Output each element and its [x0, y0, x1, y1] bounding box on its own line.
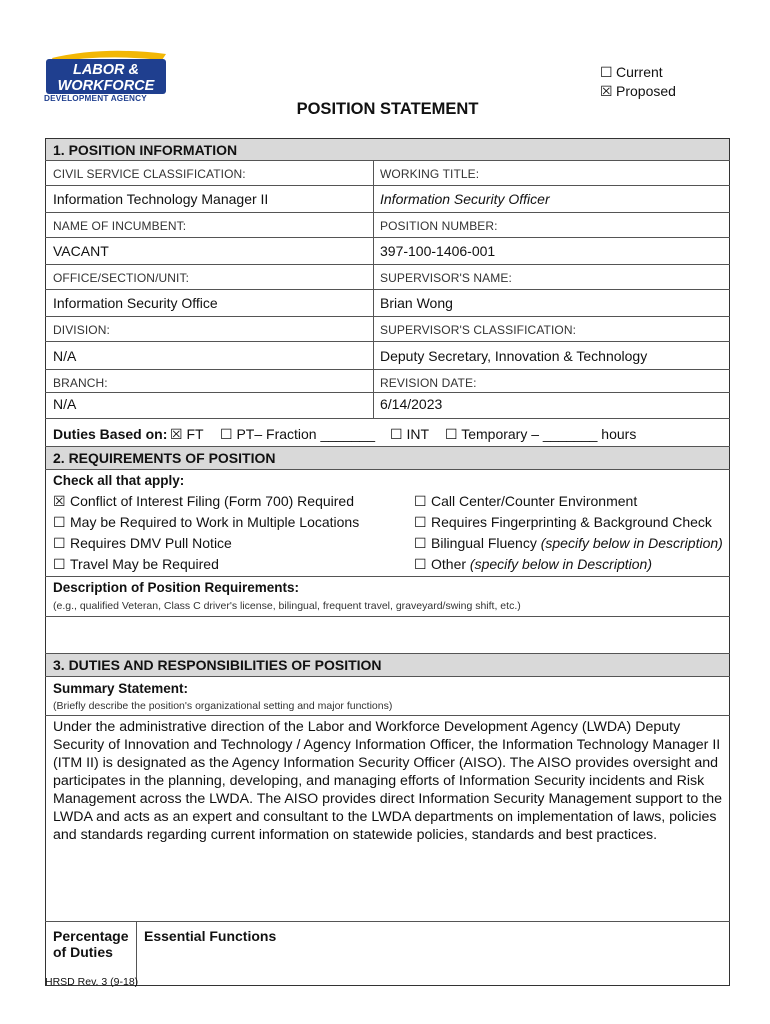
- summary-heading: Summary Statement:: [53, 681, 189, 696]
- incumbent-field[interactable]: VACANT: [53, 243, 109, 259]
- position-number-label: POSITION NUMBER:: [380, 219, 498, 233]
- working-title-label: WORKING TITLE:: [380, 167, 480, 181]
- summary-hint: (Briefly describe the position's organizational setting and major functions): [53, 700, 393, 712]
- requirement-checkbox-dmv[interactable]: ☐ Requires DMV Pull Notice: [53, 535, 232, 551]
- office-field[interactable]: Information Security Office: [53, 295, 218, 311]
- requirement-checkbox-other[interactable]: ☐ Other (specify below in Description): [414, 556, 652, 572]
- proposed-checkbox[interactable]: ☒ Proposed: [600, 83, 676, 99]
- ft-checkbox[interactable]: ☒ FT: [170, 426, 204, 442]
- section2-heading: 2. REQUIREMENTS OF POSITION: [46, 447, 729, 469]
- form-revision-footer: HRSD Rev. 3 (9-18): [45, 976, 139, 988]
- essential-functions-label: Essential Functions: [144, 928, 277, 944]
- proposed-label: Proposed: [616, 83, 676, 99]
- incumbent-label: NAME OF INCUMBENT:: [53, 219, 187, 233]
- requirement-checkbox-conflict-of-interest[interactable]: ☒ Conflict of Interest Filing (Form 700) Required: [53, 493, 354, 509]
- division-field[interactable]: N/A: [53, 348, 77, 364]
- working-title-field[interactable]: Information Security Officer: [380, 191, 550, 207]
- logo-line2: WORKFORCE: [57, 78, 155, 94]
- description-heading: Description of Position Requirements:: [53, 580, 300, 595]
- current-label: Current: [616, 64, 663, 80]
- section1-heading: 1. POSITION INFORMATION: [46, 139, 729, 161]
- description-field[interactable]: [46, 617, 729, 653]
- document-title: POSITION STATEMENT: [296, 100, 479, 118]
- int-checkbox[interactable]: ☐ INT: [390, 426, 430, 442]
- summary-text-field[interactable]: Under the administrative direction of the Labor and Workforce Development Agency (LWDA) Deputy Security of Innovation and Technology / Agency Information Officer, the Information Technology Manager II (ITM II) is designated as the Agency Information Security Officer (AISO). The AISO provides oversight and participates in the planning, developing, and managing efforts of Information Security incidents and Risk Management across the LWDA. The AISO provides direct Information Security Management support to the LWDA and acts as an expert and consultant to the LWDA departments on implementation of laws, policies and standards regarding current information on statewide policies, standards and best practices.: [53, 719, 722, 843]
- supervisor-name-label: SUPERVISOR'S NAME:: [380, 271, 512, 285]
- branch-field[interactable]: N/A: [53, 396, 77, 412]
- branch-label: BRANCH:: [53, 376, 108, 390]
- requirement-checkbox-bilingual[interactable]: ☐ Bilingual Fluency (specify below in Description): [414, 535, 723, 551]
- requirement-checkbox-fingerprinting[interactable]: ☐ Requires Fingerprinting & Background Check: [414, 514, 712, 530]
- supervisor-class-label: SUPERVISOR'S CLASSIFICATION:: [380, 323, 577, 337]
- current-checkbox[interactable]: ☐ Current: [600, 64, 663, 80]
- description-hint: (e.g., qualified Veteran, Class C driver's license, bilingual, frequent travel, graveyard/swing shift, etc.): [53, 600, 521, 612]
- supervisor-name-field[interactable]: Brian Wong: [380, 295, 453, 311]
- percentage-label-line1: Percentage: [53, 928, 129, 944]
- logo-tagline: DEVELOPMENT AGENCY: [44, 94, 147, 103]
- division-label: DIVISION:: [53, 323, 110, 337]
- temporary-checkbox[interactable]: ☐ Temporary – _______ hours: [445, 426, 637, 442]
- pt-checkbox[interactable]: ☐ PT– Fraction _______: [220, 426, 375, 442]
- duties-based-label: Duties Based on:: [53, 426, 168, 442]
- office-label: OFFICE/SECTION/UNIT:: [53, 271, 190, 285]
- civil-service-field[interactable]: Information Technology Manager II: [53, 191, 269, 207]
- percentage-label-line2: of Duties: [53, 944, 113, 960]
- check-all-label: Check all that apply:: [53, 473, 185, 488]
- civil-service-label: CIVIL SERVICE CLASSIFICATION:: [53, 167, 246, 181]
- requirement-checkbox-multiple-locations[interactable]: ☐ May be Required to Work in Multiple Locations: [53, 514, 360, 530]
- revision-date-label: REVISION DATE:: [380, 376, 477, 390]
- section3-heading: 3. DUTIES AND RESPONSIBILITIES OF POSITION: [46, 654, 729, 676]
- requirement-checkbox-call-center[interactable]: ☐ Call Center/Counter Environment: [414, 493, 638, 509]
- logo-line1: LABOR &: [72, 62, 140, 78]
- revision-date-field[interactable]: 6/14/2023: [380, 396, 443, 412]
- supervisor-class-field[interactable]: Deputy Secretary, Innovation & Technology: [380, 348, 648, 364]
- requirement-checkbox-travel[interactable]: ☐ Travel May be Required: [53, 556, 219, 572]
- position-number-field[interactable]: 397-100-1406-001: [380, 243, 496, 259]
